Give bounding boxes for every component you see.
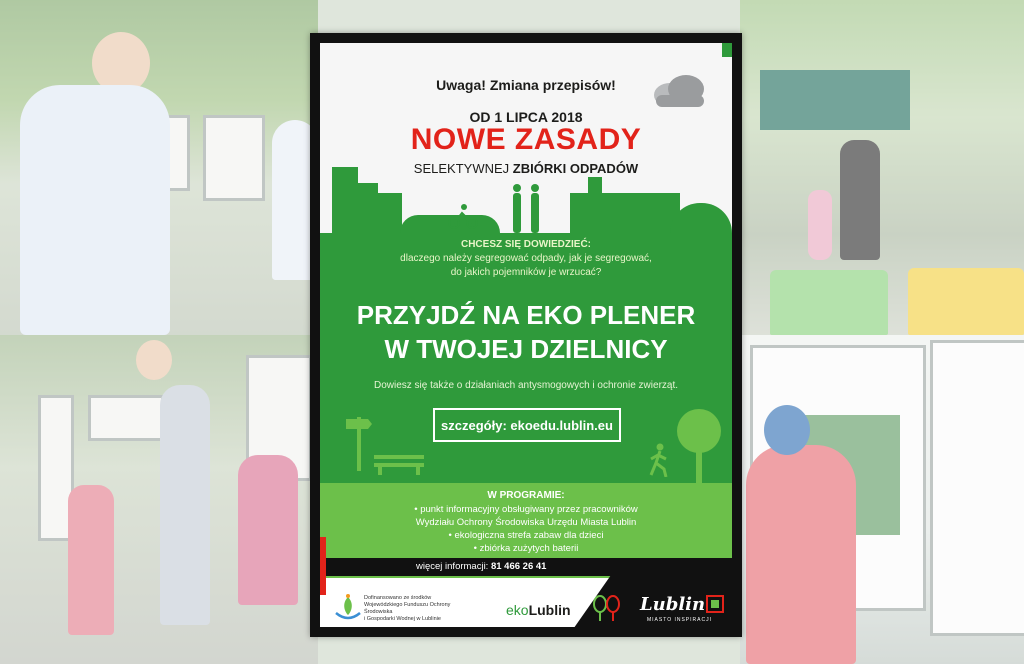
subhead-bold: ZBIÓRKI ODPADÓW [512,161,639,176]
skyline-tower [588,177,602,197]
more-info-phone: 81 466 26 41 [490,561,547,572]
details-link[interactable]: szczegóły: ekoedu.lublin.eu [433,408,621,442]
funder-text [364,595,464,623]
signpost-icon [344,411,374,471]
cyclist-icon [448,203,478,229]
funder-line: Wojewódzkiego Funduszu Ochrony Środowiska [364,602,451,615]
program-item: • ekologiczna strefa zabaw dla dzieci [448,530,604,541]
more-info-label: więcej informacji: [416,561,489,572]
background-photo-top-left [0,0,318,335]
event-poster [310,33,742,637]
funder-line: Dofinansowano ze środków [364,595,432,601]
background-photo-bottom-left [0,335,318,664]
program-item: • punkt informacyjny obsługiwany przez pracowników [414,504,638,515]
program-label: W PROGRAMIE: [487,490,565,501]
tree-icon [674,407,724,483]
ekolublin-logo [506,602,571,618]
background-photo-bottom-right [740,335,1024,664]
cta-line: PRZYJDŹ NA EKO PLENER [356,300,696,330]
ekolublin-trees-icon [592,595,622,621]
cloud-icon [650,73,710,109]
extra-info: Dowiesz się także o działaniach antysmogowych i ochronie zwierząt. [373,380,679,391]
lublin-city-logo: Lublin [640,594,706,615]
skyline-building [356,183,378,233]
skyline-buildings [332,167,358,233]
background-photo-top-right [740,0,1024,335]
question-body [320,252,732,280]
program-item: Wydziału Ochrony Środowiska Urzędu Miasta Lublin [415,517,637,528]
subhead-plain: SELEKTYWNEJ [413,161,510,176]
poster-headline: NOWE ZASADY [410,123,642,156]
question-line: do jakich pojemników je wrzucać? [450,267,602,278]
red-accent [320,537,326,595]
program-list [320,503,732,555]
wfos-logo-icon [334,593,362,621]
runner-icon [648,443,670,477]
cta-line: W TWOJEJ DZIELNICY [384,334,668,364]
question-label: CHCESZ SIĘ DOWIEDZIEĆ: [460,239,591,250]
lublin-tagline: MIASTO INSPIRACJI [647,617,712,623]
corner-accent [722,43,732,57]
skyline-castle [570,193,680,233]
skyline-building [376,193,402,233]
poster-date: OD 1 LIPCA 2018 [469,109,583,125]
bench-icon [374,453,424,475]
eko-logo-a: eko [506,602,529,618]
eko-logo-b: Lublin [528,602,571,618]
people-icon [508,183,544,233]
lublin-emblem-icon [706,595,724,613]
poster-subhead [320,161,732,176]
poster-warning: Uwaga! Zmiana przepisów! [436,77,616,93]
call-to-action [320,298,732,366]
question-line: dlaczego należy segregować odpady, jak je segregować, [400,253,652,264]
program-item: • zbiórka zużytych baterii [473,543,579,554]
funder-line: i Gospodarki Wodnej w Lublinie [364,616,441,622]
more-info [416,561,546,572]
